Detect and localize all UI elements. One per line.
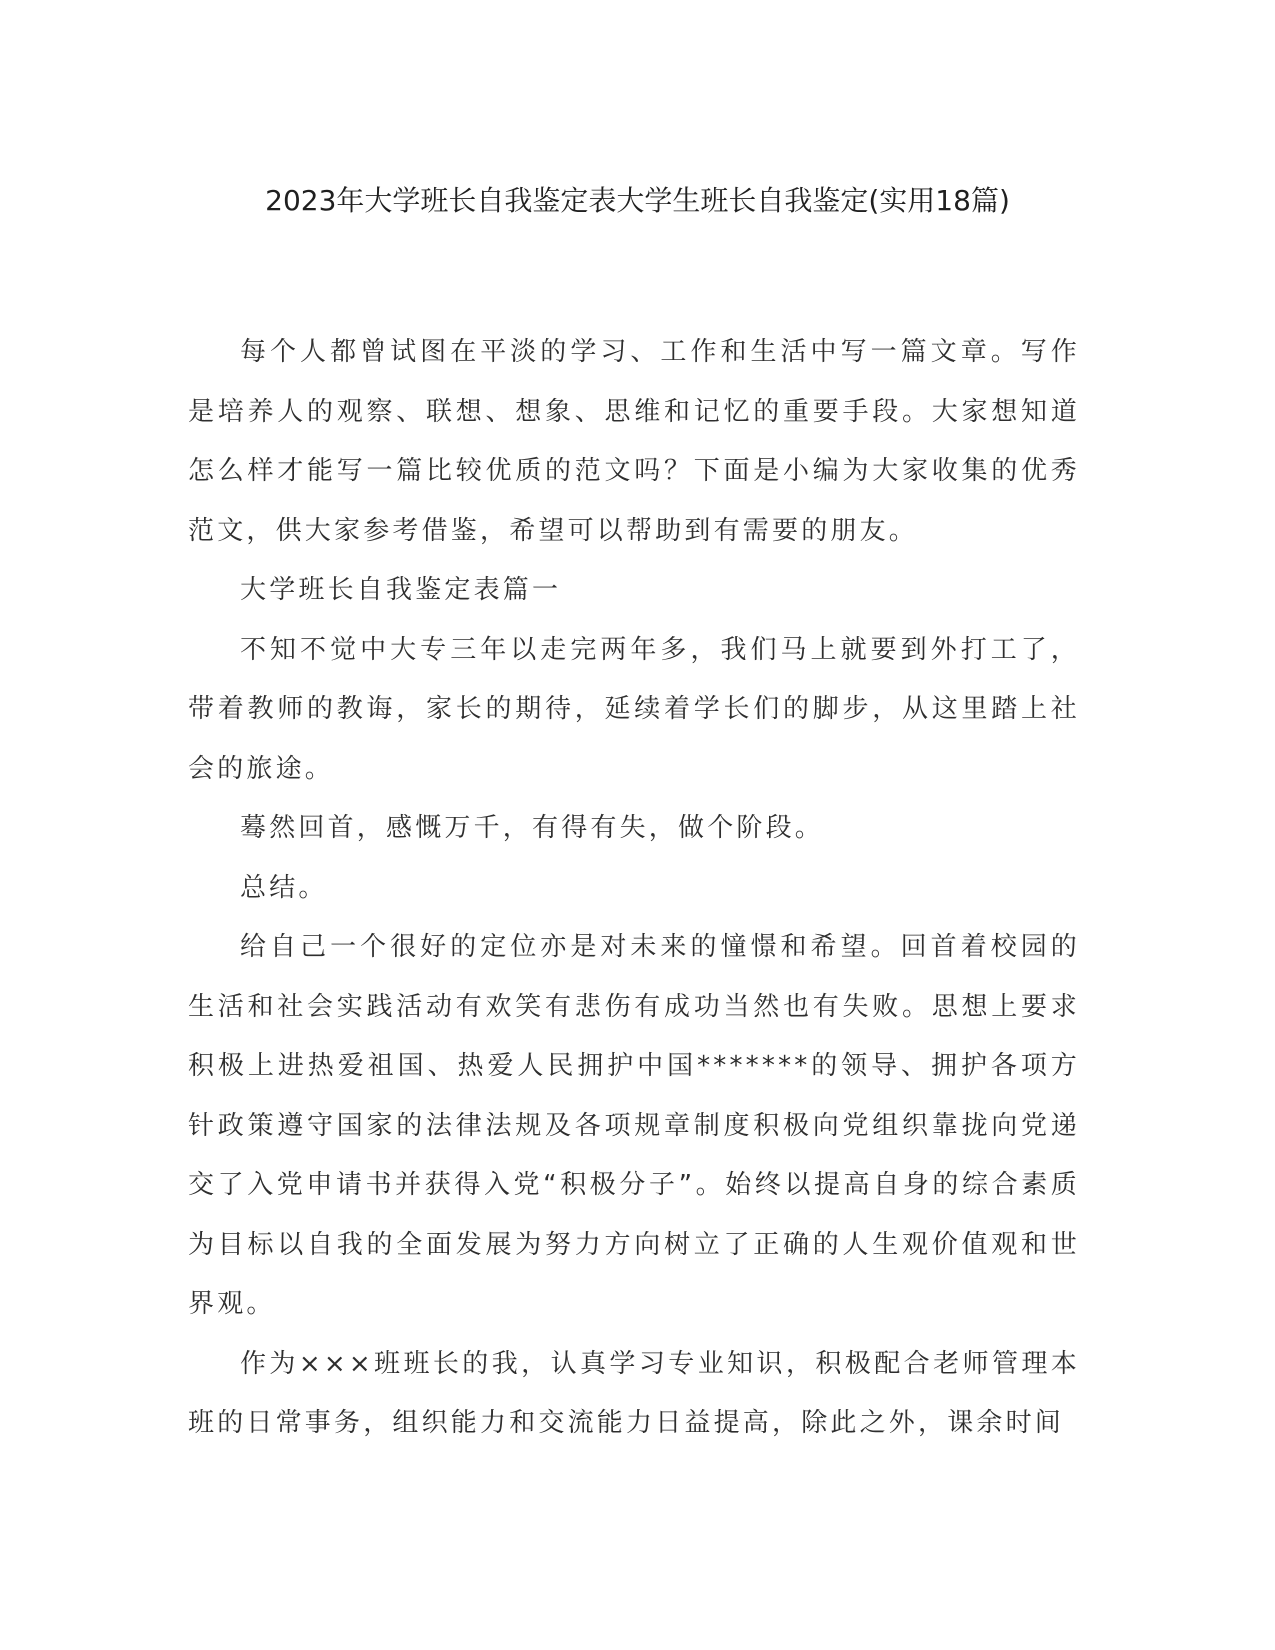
body-paragraph: 作为×××班班长的我，认真学习专业知识，积极配合老师管理本班的日常事务，组织能力和交流能力日益提高，除此之外，课余时间 bbox=[188, 1348, 1080, 1438]
intro-paragraph: 每个人都曾试图在平淡的学习、工作和生活中写一篇文章。写作是培养人的观察、联想、想象、思维和记忆的重要手段。大家想知道怎么样才能写一篇比较优质的范文吗？下面是小编为大家收集的优秀范文，供大家参考借鉴，希望可以帮助到有需要的朋友。 bbox=[188, 337, 1080, 546]
body-paragraph: 给自己一个很好的定位亦是对未来的憧憬和希望。回首着校园的生活和社会实践活动有欢笑有悲伤有成功当然也有失败。思想上要求积极上进热爱祖国、热爱人民拥护中国*******的领导、拥护各项方针政策遵守国家的法律法规及各项规章制度积极向党组织靠拢向党递交了入党申请书并获得入党“积极分子”。始终以提高自身的综合素质为目标以自我的全面发展为努力方向树立了正确的人生观价值观和世界观。 bbox=[188, 932, 1080, 1319]
section-heading: 大学班长自我鉴定表篇一 bbox=[240, 575, 562, 605]
document-title: 2023年大学班长自我鉴定表大学生班长自我鉴定(实用18篇) bbox=[265, 184, 1010, 217]
body-paragraph: 总结。 bbox=[240, 872, 328, 903]
body-paragraph: 不知不觉中大专三年以走完两年多，我们马上就要到外打工了，带着教师的教诲，家长的期待，延续着学长们的脚步，从这里踏上社会的旅途。 bbox=[188, 634, 1080, 784]
body-paragraph: 蓦然回首，感慨万千，有得有失，做个阶段。 bbox=[240, 813, 825, 843]
document-body bbox=[188, 323, 1080, 1454]
